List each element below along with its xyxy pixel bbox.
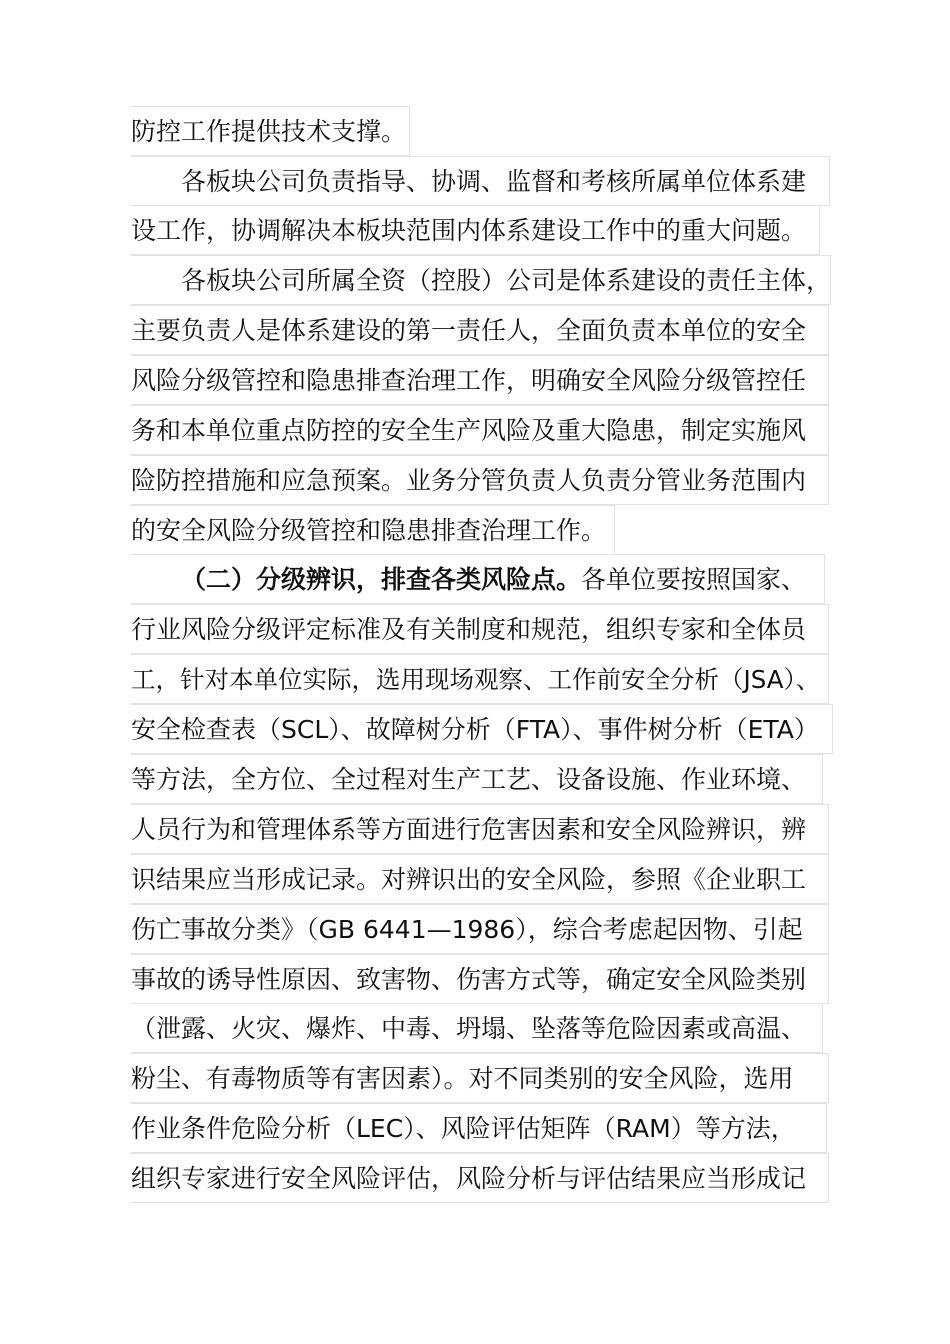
text-line-19: （泄露、火灾、爆炸、中毒、坍塌、坠落等危险因素或高温、	[131, 1003, 823, 1053]
text-line-3: 设工作，协调解决本板块范围内体系建设工作中的重大问题。	[131, 205, 820, 255]
text-line-8: 险防控措施和应急预案。业务分管负责人负责分管业务范围内	[131, 455, 829, 505]
text-line-9: 的安全风险分级管控和隐患排查治理工作。	[131, 505, 615, 555]
text-line-20: 粉尘、有毒物质等有害因素）。对不同类别的安全风险，选用	[131, 1053, 829, 1103]
text-line-15: 人员行为和管理体系等方面进行危害因素和安全风险辨识，辨	[131, 804, 829, 854]
text-line-4: 各板块公司所属全资（控股）公司是体系建设的责任主体，	[131, 255, 831, 305]
text-line-1: 防控工作提供技术支撑。	[131, 106, 410, 156]
text-line-17: 伤亡事故分类》（GB 6441—1986），综合考虑起因物、引起	[131, 904, 829, 954]
text-line-18: 事故的诱导性原因、致害物、伤害方式等，确定安全风险类别	[131, 954, 829, 1004]
section-heading-continuation: 各单位要按照国家、	[581, 565, 807, 594]
section-heading: （二）分级辨识，排查各类风险点。	[181, 565, 582, 594]
text-line-7: 务和本单位重点防控的安全生产风险及重大隐患，制定实施风	[131, 405, 829, 455]
text-line-5: 主要负责人是体系建设的第一责任人，全面负责本单位的安全	[131, 305, 829, 355]
text-line-14: 等方法，全方位、全过程对生产工艺、设备设施、作业环境、	[131, 754, 823, 804]
text-line-11: 行业风险分级评定标准及有关制度和规范，组织专家和全体员	[131, 604, 829, 654]
text-line-13: 安全检查表（SCL）、故障树分析（FTA）、事件树分析（ETA）	[131, 704, 833, 754]
text-line-12: 工，针对本单位实际，选用现场观察、工作前安全分析（JSA）、	[131, 654, 829, 704]
text-line-6: 风险分级管控和隐患排查治理工作，明确安全风险分级管控任	[131, 355, 829, 405]
text-line-10	[131, 554, 825, 604]
text-line-16: 识结果应当形成记录。对辨识出的安全风险，参照《企业职工	[131, 854, 829, 904]
text-line-2: 各板块公司负责指导、协调、监督和考核所属单位体系建	[131, 156, 830, 206]
text-line-22: 组织专家进行安全风险评估，风险分析与评估结果应当形成记	[131, 1153, 829, 1203]
text-line-21: 作业条件危险分析（LEC）、风险评估矩阵（RAM）等方法，	[131, 1103, 827, 1153]
